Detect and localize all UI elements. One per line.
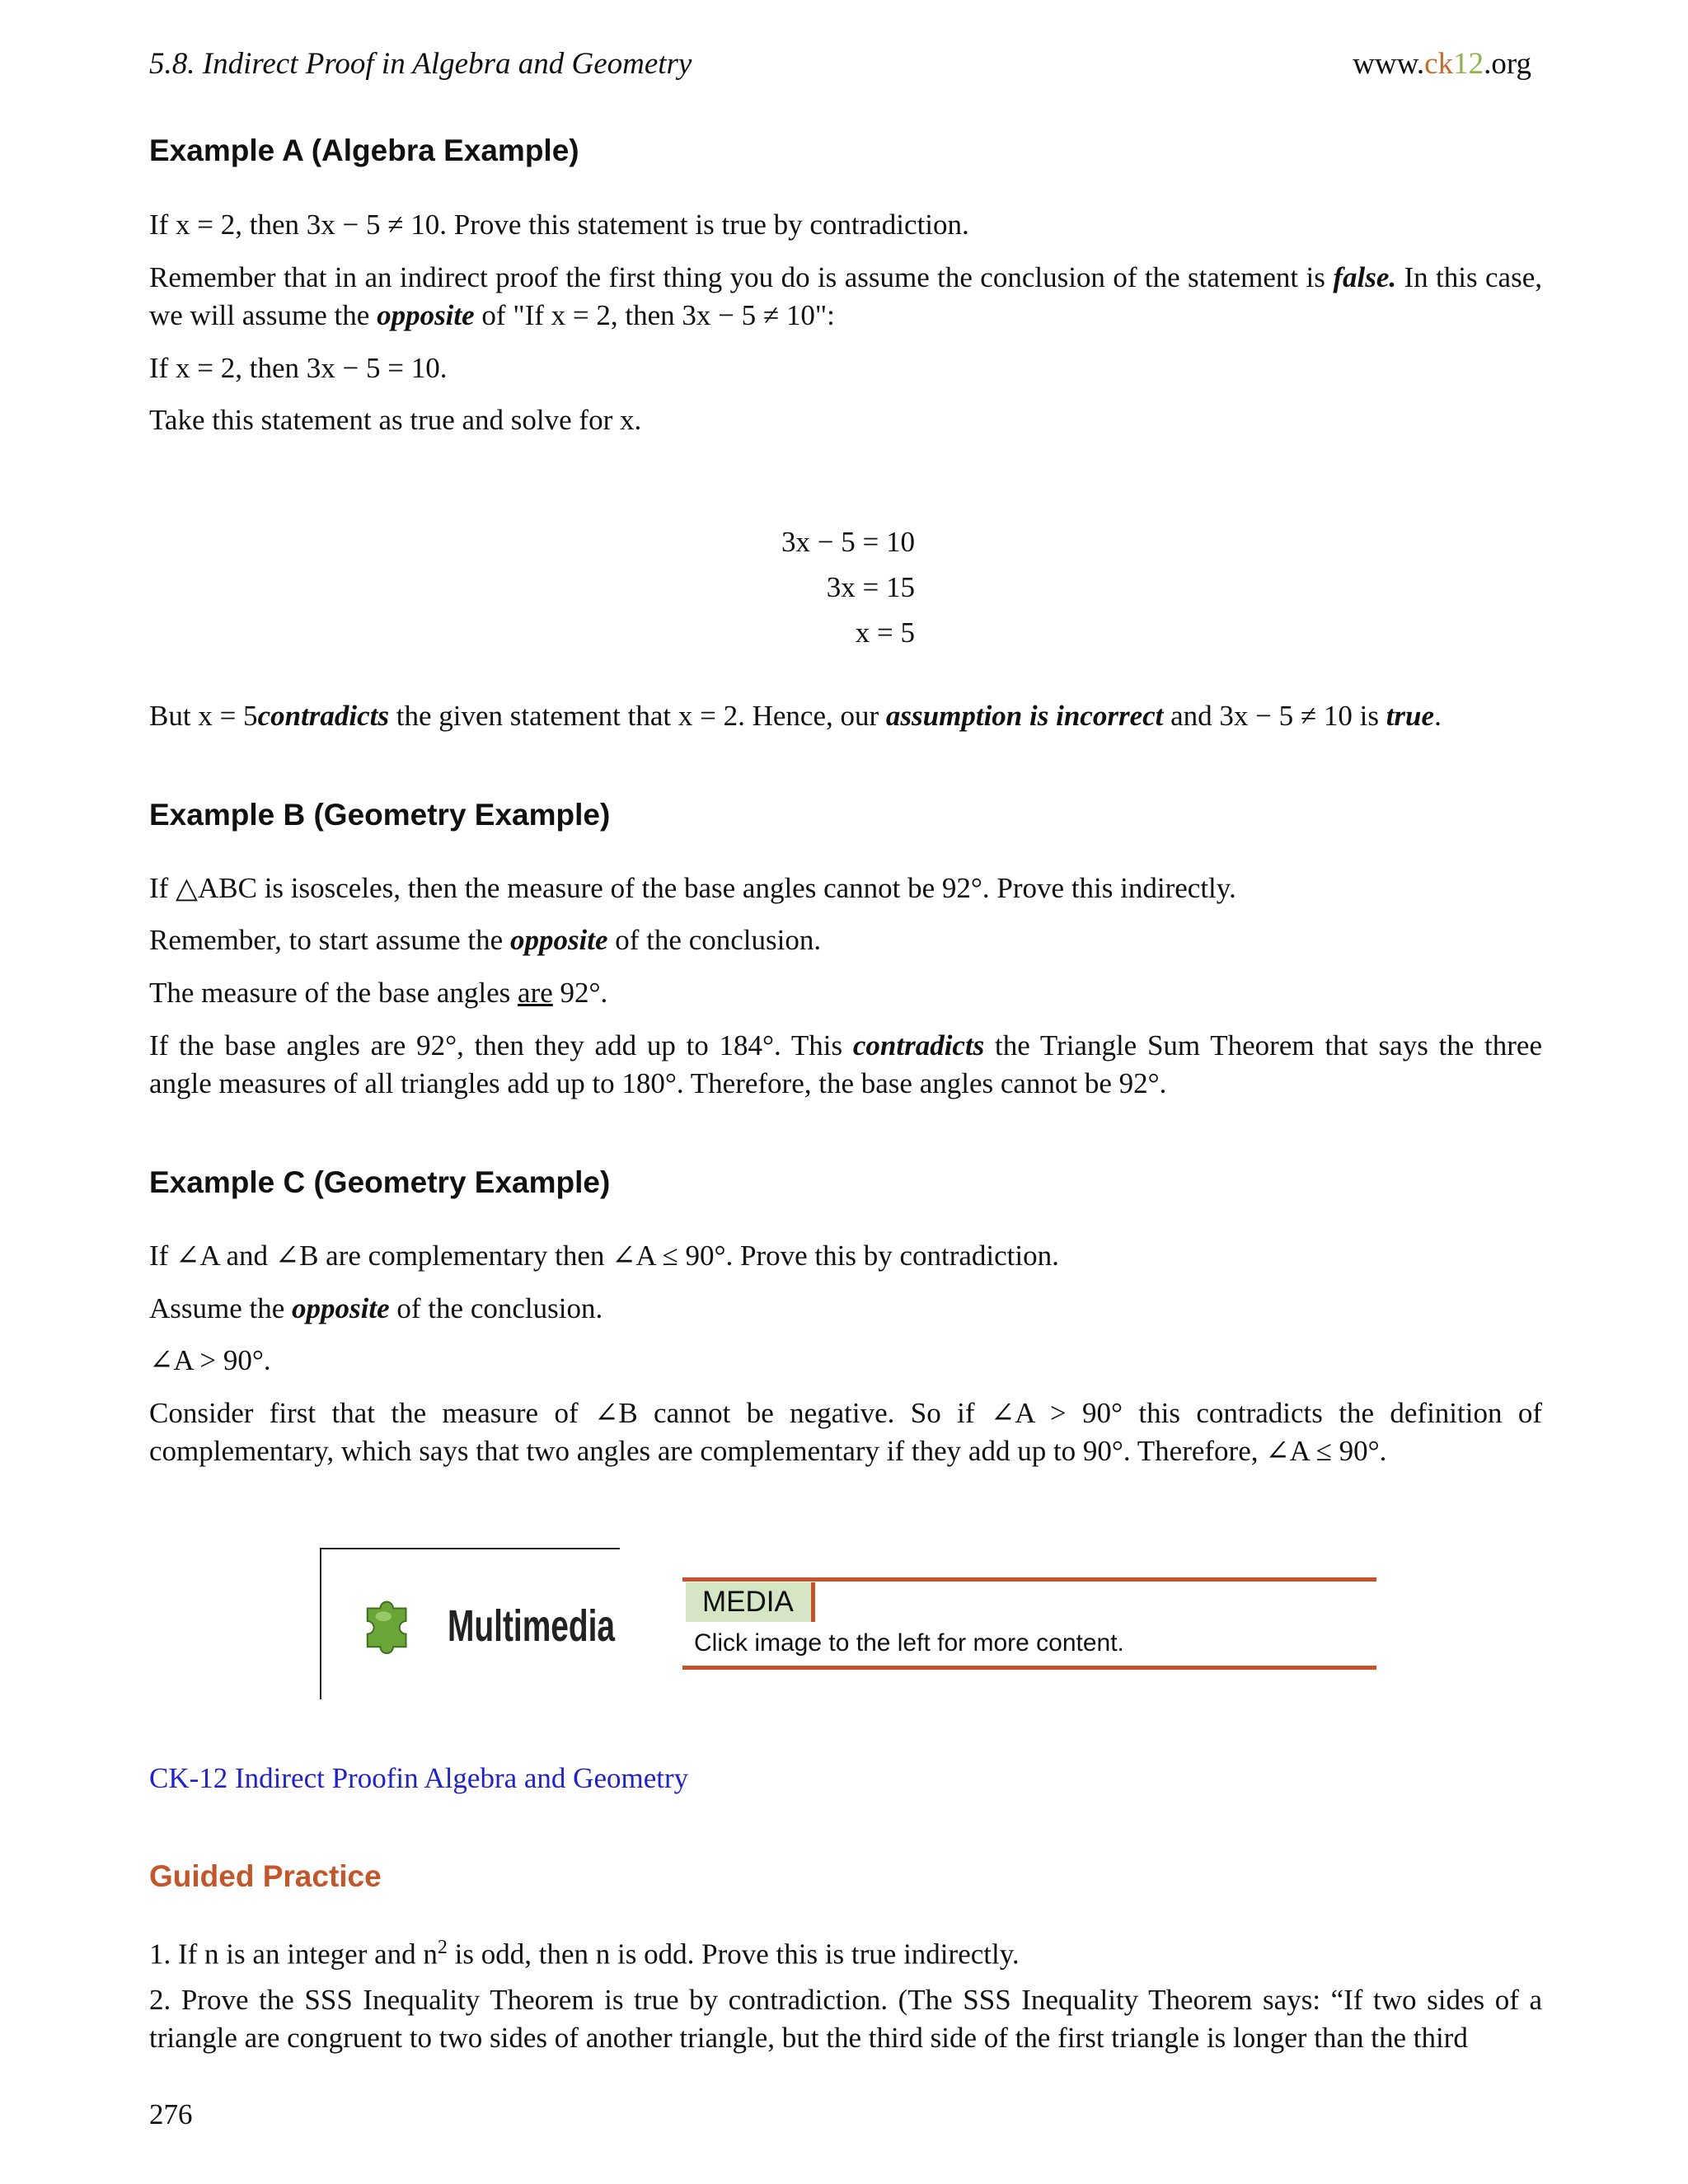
page-number: 276 [149, 2098, 193, 2130]
example-b-paragraph-3: The measure of the base angles are 92°. [149, 977, 608, 1009]
url-ck: ck [1424, 47, 1454, 81]
media-label: MEDIA [686, 1582, 811, 1622]
example-a-paragraph-2: Remember that in an indirect proof the first thing you do is assume the conclusion of the statement is false. In this case, we will assume the opposite of "If x = 2, then 3x − 5 ≠ 10": [149, 261, 1543, 331]
example-a-heading: Example A (Algebra Example) [149, 134, 579, 167]
example-a-conclusion: But x = 5contradicts the given statement that x = 2. Hence, our assumption is incorrect and 3x − 5 ≠ 10 is true. [149, 700, 1442, 732]
url-suffix: .org [1484, 47, 1531, 81]
running-header-section: 5.8. Indirect Proof in Algebra and Geometry [149, 47, 692, 81]
example-a-statement: If x = 2, then 3x − 5 ≠ 10. Prove this statement is true by contradiction. [149, 209, 969, 241]
media-note: Click image to the left for more content. [694, 1629, 1124, 1657]
equation-line-2: 3x = 15 [826, 571, 915, 603]
url-12: 12 [1453, 47, 1484, 81]
running-header-url[interactable] [1353, 46, 1531, 82]
example-c-statement: If ∠A and ∠B are complementary then ∠A ≤ 90°. Prove this by contradiction. [149, 1240, 1059, 1272]
example-b-statement: If △ABC is isosceles, then the measure of the base angles cannot be 92°. Prove this indirectly. [149, 872, 1236, 904]
example-a-assumption: If x = 2, then 3x − 5 = 10. [149, 352, 448, 384]
guided-practice-heading: Guided Practice [149, 1859, 382, 1893]
puzzle-icon[interactable] [359, 1591, 424, 1655]
example-c-paragraph-4: Consider first that the measure of ∠B cannot be negative. So if ∠A > 90° this contradicts the definition of complementary, which says that two angles are complementary if they add up to 90°. Therefore, ∠A ≤ 90°. [149, 1397, 1542, 1467]
example-a-instruction: Take this statement as true and solve for x. [149, 404, 642, 436]
example-b-paragraph-2: Remember, to start assume the opposite of the conclusion. [149, 924, 822, 956]
equation-line-3: x = 5 [855, 616, 915, 649]
example-b-paragraph-4: If the base angles are 92°, then they add up to 184°. This contradicts the Triangle Sum Theorem that says the three angle measures of all triangles add up to 180°. Therefore, the base angles cannot be 92°. [149, 1029, 1542, 1099]
example-b-heading: Example B (Geometry Example) [149, 798, 611, 832]
ck12-video-link[interactable]: CK-12 Indirect Proofin Algebra and Geometry [149, 1762, 689, 1794]
multimedia-thumbnail-label: Multimedia [448, 1601, 616, 1651]
equation-line-1: 3x − 5 = 10 [781, 526, 915, 558]
guided-practice-question-1: 1. If n is an integer and $n^2$ is odd, then n is odd. Prove this is true indirectly. [149, 1937, 1020, 1971]
media-bottom-rule [682, 1666, 1376, 1670]
media-label-bar [811, 1582, 815, 1622]
example-c-paragraph-2: Assume the opposite of the conclusion. [149, 1292, 603, 1324]
example-c-assumption: ∠A > 90°. [149, 1344, 271, 1376]
url-prefix: www. [1353, 47, 1425, 81]
media-top-rule [682, 1577, 1376, 1582]
example-c-heading: Example C (Geometry Example) [149, 1165, 611, 1199]
guided-practice-question-2: 2. Prove the SSS Inequality Theorem is true by contradiction. (The SSS Inequality Theorem says: “If two sides of a triangle are congruent to two sides of another triangle, but the third side of the first triangle is longer than the third [149, 1984, 1542, 2054]
